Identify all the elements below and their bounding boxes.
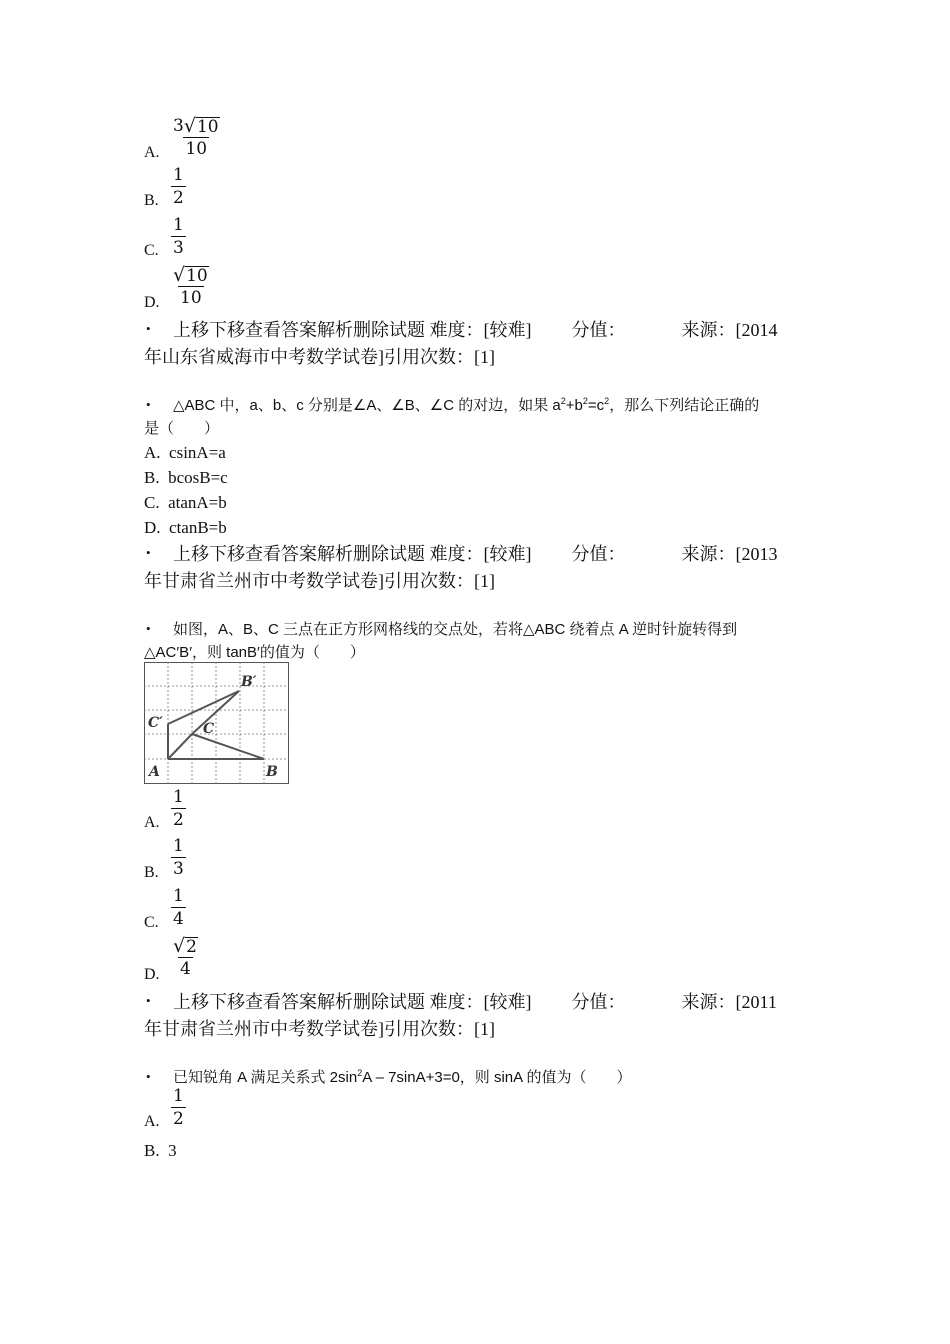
bullet: • — [146, 321, 151, 336]
source: 来源：[2011 — [681, 992, 777, 1012]
difficulty: 难度：[较难] — [429, 544, 532, 564]
question-meta-line — [173, 316, 778, 342]
citations: 引用次数：[1] — [384, 1019, 495, 1039]
label-a: A — [149, 764, 160, 780]
question-actions[interactable]: 上移下移查看答案解析删除试题 — [173, 992, 425, 1012]
citations: 引用次数：[1] — [384, 347, 495, 367]
option-text: atanA=b — [168, 493, 227, 512]
bullet: • — [146, 397, 151, 412]
fraction-q1-b — [171, 165, 186, 208]
numerator — [171, 936, 200, 957]
source: 来源：[2014 — [681, 320, 778, 340]
fraction-q3-d — [171, 936, 200, 979]
numerator: 1 — [173, 836, 184, 856]
option-label: D. — [144, 518, 161, 537]
option-b — [144, 1141, 177, 1161]
option-label: A. — [144, 443, 161, 462]
numerator: 1 — [173, 165, 184, 185]
label-c: C — [203, 721, 215, 737]
option-label: A. — [144, 144, 160, 161]
fraction-q3-b — [171, 836, 186, 879]
option-label: D. — [144, 966, 160, 983]
fraction-q1-d — [171, 265, 211, 308]
question-text — [173, 1066, 632, 1087]
score: 分值： — [571, 992, 626, 1012]
source-cont: 年甘肃省兰州市中考数学试卷] — [144, 571, 384, 591]
difficulty: 难度：[较难] — [429, 992, 532, 1012]
numerator: 1 — [173, 787, 184, 807]
option-label: B. — [144, 864, 159, 881]
superscript: 2 — [604, 396, 610, 406]
numerator — [171, 265, 211, 286]
question-text: 如图，A、B、C 三点在正方形网格线的交点处，若将△ABC 绕着点 A 逆时针旋转得到 — [173, 621, 738, 638]
numerator: 1 — [173, 215, 184, 235]
question-meta-line — [173, 988, 777, 1014]
denominator: 10 — [180, 288, 202, 308]
option-label: C. — [144, 242, 159, 259]
bullet: • — [146, 545, 151, 560]
question-actions[interactable]: 上移下移查看答案解析删除试题 — [173, 320, 425, 340]
text: △ABC 中，a、b、c 分别是∠A、∠B、∠C 的对边，如果 a — [173, 397, 561, 414]
question-meta-line-2 — [144, 1015, 495, 1041]
question-meta-line-2 — [144, 343, 495, 369]
question-text-line2: 是（ ） — [144, 420, 220, 437]
question-text — [173, 394, 759, 415]
denominator: 4 — [180, 959, 191, 979]
option-label: B. — [144, 468, 160, 487]
label-b-prime: B′ — [241, 674, 257, 690]
fraction-q1-c — [171, 215, 186, 258]
score: 分值： — [571, 320, 626, 340]
question-meta-line-2 — [144, 567, 495, 593]
fraction-q3-c — [171, 886, 186, 929]
option-label: C. — [144, 914, 159, 931]
superscript: 2 — [560, 396, 566, 406]
numerator: 1 — [173, 1086, 184, 1106]
option-text: csinA=a — [169, 443, 226, 462]
radicand: 10 — [186, 266, 208, 286]
fraction-q3-a — [171, 787, 186, 830]
radical-sign: √ — [173, 935, 186, 957]
fraction-q4-a — [171, 1086, 186, 1129]
source-cont: 年山东省威海市中考数学试卷] — [144, 347, 384, 367]
question-actions[interactable]: 上移下移查看答案解析删除试题 — [173, 544, 425, 564]
option-label: B. — [144, 192, 159, 209]
denominator: 3 — [173, 859, 184, 879]
denominator: 10 — [185, 139, 208, 159]
text: +b — [565, 397, 583, 414]
option-label: A. — [144, 1113, 160, 1130]
radical-sign: √ — [183, 115, 196, 137]
option-label: A. — [144, 814, 160, 831]
citations: 引用次数：[1] — [384, 571, 495, 591]
label-c-prime: C′ — [148, 715, 163, 731]
bullet: • — [146, 621, 151, 636]
superscript: 2 — [357, 1068, 363, 1078]
fraction-q1-a — [171, 116, 222, 159]
numerator: 1 — [173, 886, 184, 906]
radicand: 2 — [186, 937, 197, 957]
text: =c — [587, 397, 605, 414]
option-c — [144, 493, 227, 513]
numerator — [171, 116, 222, 137]
radical-sign: √ — [173, 264, 186, 286]
option-d — [144, 518, 227, 538]
grid-figure — [144, 662, 290, 785]
bullet: • — [146, 993, 151, 1008]
source: 来源：[2013 — [681, 544, 778, 564]
denominator: 4 — [173, 909, 184, 929]
denominator: 2 — [173, 1109, 184, 1129]
denominator: 2 — [173, 188, 184, 208]
source-cont: 年甘肃省兰州市中考数学试卷] — [144, 1019, 384, 1039]
radicand: 10 — [196, 117, 219, 137]
option-text: bcosB=c — [168, 468, 228, 487]
denominator: 3 — [173, 238, 184, 258]
bullet: • — [146, 1069, 151, 1084]
question-meta-line — [173, 540, 778, 566]
difficulty: 难度：[较难] — [429, 320, 532, 340]
option-label: C. — [144, 493, 160, 512]
option-label: B. — [144, 1141, 160, 1160]
option-text: ctanB=b — [169, 518, 227, 537]
coefficient: 3 — [173, 116, 184, 136]
text: 已知锐角 A 满足关系式 2sin — [173, 1069, 358, 1086]
text: ，那么下列结论正确的 — [609, 397, 760, 414]
question-text-line2: △AC′B′，则 tanB′的值为（ ） — [144, 644, 365, 661]
score: 分值： — [571, 544, 626, 564]
text: A – 7sinA+3=0，则 sinA 的值为（ ） — [362, 1069, 632, 1086]
label-b: B — [266, 764, 278, 780]
superscript: 2 — [582, 396, 588, 406]
option-b — [144, 468, 228, 488]
option-label: D. — [144, 294, 160, 311]
denominator: 2 — [173, 810, 184, 830]
option-a — [144, 443, 226, 463]
option-text: 3 — [168, 1141, 177, 1160]
